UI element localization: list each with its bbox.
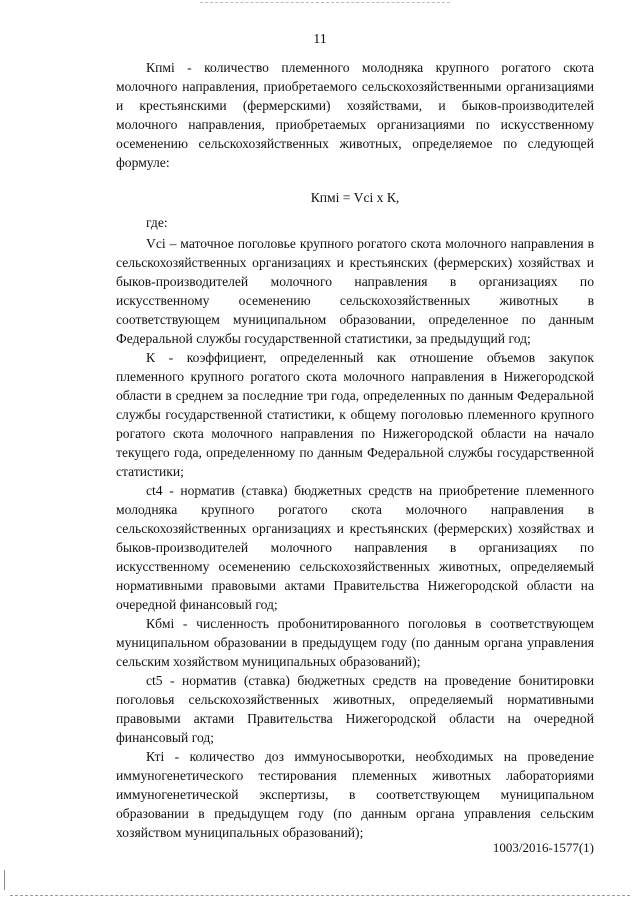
paragraph-kpmi-definition: Кпмi - количество племенного молодняка крупного рогатого скота молочного направления, приобретаемого сельскохозяйственными организациями и крестьянскими (фермерскими) хозяйствами, и быков-производителей молочного направления, приобретаемых организациями по искусственному осеменению сельскохозяйственных животных, определяемое по следующей формуле: xyxy=(116,60,594,170)
document-body xyxy=(116,58,594,842)
paragraph-k-definition: К - коэффициент, определенный как отношение объемов закупок племенного крупного рогатого скота молочного направления в Нижегородской области в среднем за последние три года, определенных по данным Федеральной службы государственной статистики, к общему поголовью племенного крупного рогатого скота молочного направления по Нижегородской области на начало текущего года, определенному по данным Федеральной службы государственной статистики; xyxy=(116,350,594,479)
scan-artifact-bottom xyxy=(10,895,630,897)
paragraph-kbmi-definition: Кбмi - численность пробонитированного поголовья в соответствующем муниципальном образовании в предыдущем году (по данным органа управления сельским хозяйством муниципальных образований); xyxy=(116,616,594,669)
scan-artifact-top xyxy=(200,2,450,4)
paragraph-kti-definition: Ктi - количество доз иммуносыворотки, необходимых на проведение иммуногенетического тестирования племенных животных лабораториями иммуногенетической экспертизы, в соответствующем муниципальном образовании в предыдущем году (по данным органа управления сельским хозяйством муниципальных образований); xyxy=(116,749,594,840)
formula-kpmi: Кпмi = Vci х К, xyxy=(310,190,400,205)
paragraph-where: где: xyxy=(146,215,168,230)
scan-artifact-left xyxy=(4,870,6,890)
paragraph-ct4-definition: ct4 - норматив (ставка) бюджетных средств на приобретение племенного молодняка крупного рогатого скота молочного направления в сельскохозяйственных организациях и крестьянских (фермерских) хозяйствах и быков-производителей молочного направления в организациях по искусственному осеменению сельскохозяйственных животных, определяемый нормативными правовыми актами Правительства Нижегородской области на очередной финансовый год; xyxy=(116,483,594,612)
paragraph-ct5-definition: ct5 - норматив (ставка) бюджетных средств на проведение бонитировки поголовья сельскохозяйственных животных, определяемый нормативными правовыми актами Правительства Нижегородской области на очередной финансовый год; xyxy=(116,673,594,745)
paragraph-vci-definition: Vci – маточное поголовье крупного рогатого скота молочного направления в сельскохозяйственных организациях и крестьянских (фермерских) хозяйствах и быков-производителей молочного направления в организациях по искусственному осеменению сельскохозяйственных животных в соответствующем муниципальном образовании, определенное по данным Федеральной службы государственной статистики, за предыдущий год; xyxy=(116,236,594,346)
page-number: 11 xyxy=(313,32,327,47)
document-code: 1003/2016-1577(1) xyxy=(492,840,594,855)
